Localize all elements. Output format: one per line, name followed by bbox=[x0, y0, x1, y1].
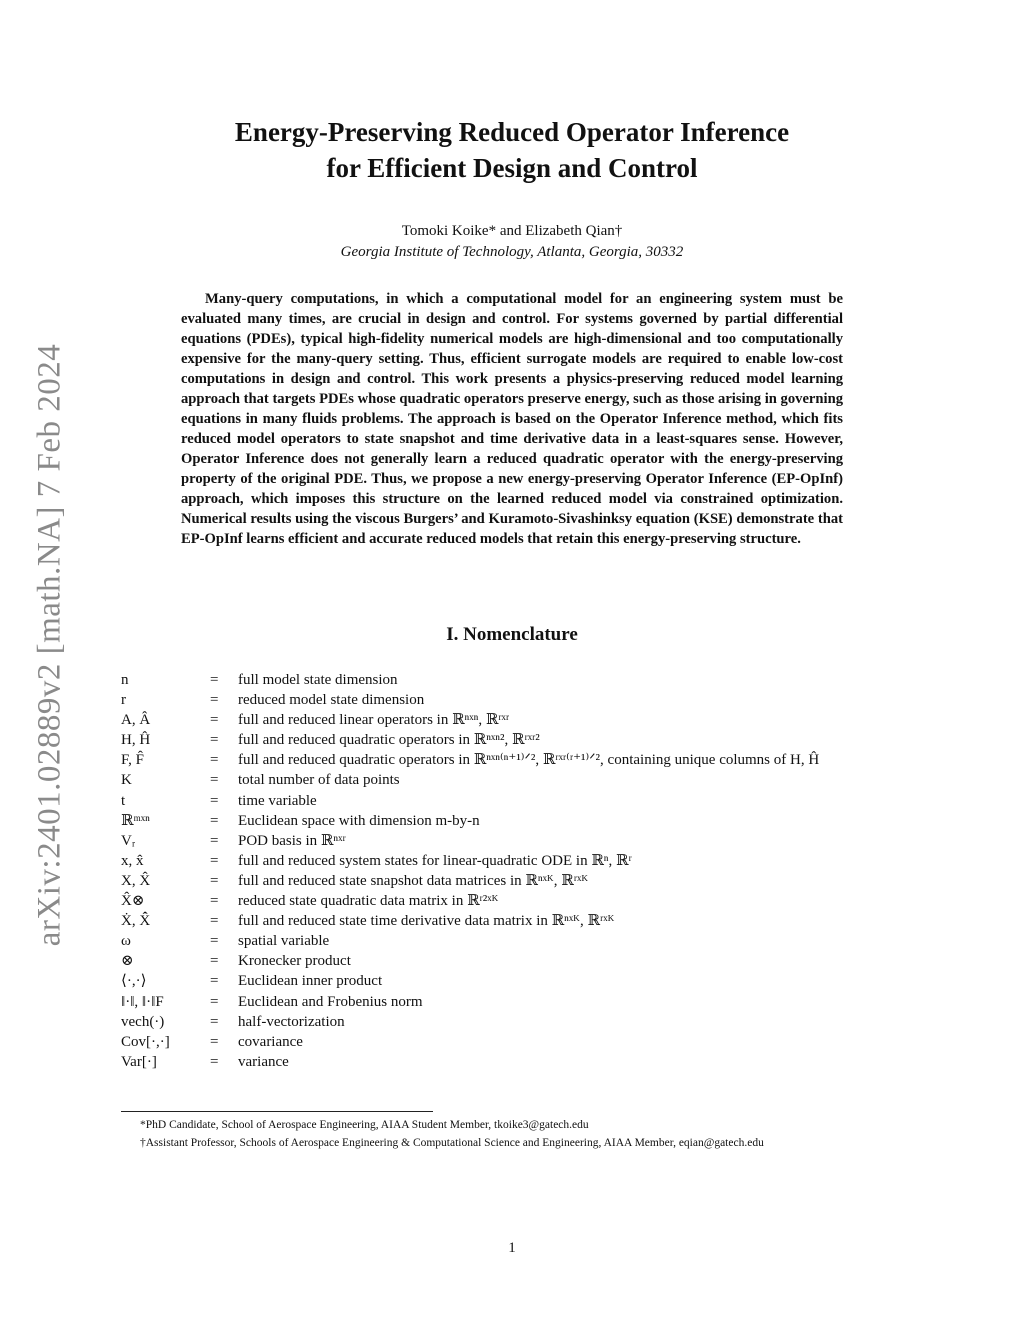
nomenclature-row bbox=[121, 770, 921, 790]
nomenclature-row bbox=[121, 710, 921, 730]
nomenclature-symbol: ⊗ bbox=[121, 953, 134, 970]
nomenclature-symbol: Cov[·,·] bbox=[121, 1033, 170, 1050]
nomenclature-symbol: vech(·) bbox=[121, 1013, 165, 1030]
nomenclature-description: POD basis in ℝⁿˣʳ bbox=[238, 832, 346, 849]
nomenclature-description: Euclidean space with dimension m-by-n bbox=[238, 812, 480, 829]
nomenclature-symbol: X̂⊗ bbox=[121, 893, 145, 910]
nomenclature-description: spatial variable bbox=[238, 933, 330, 950]
nomenclature-row bbox=[121, 911, 921, 931]
footnote-1: *PhD Candidate, School of Aerospace Engineering, AIAA Student Member, tkoike3@gatech.edu bbox=[140, 1119, 589, 1131]
footnote-divider bbox=[121, 1111, 433, 1112]
nomenclature-equals: = bbox=[210, 672, 219, 688]
nomenclature-description: reduced state quadratic data matrix in ℝʳ²ˣᴷ bbox=[238, 893, 499, 910]
nomenclature-symbol: t bbox=[121, 792, 126, 809]
nomenclature-equals: = bbox=[210, 973, 219, 990]
nomenclature-description: reduced model state dimension bbox=[238, 692, 425, 709]
nomenclature-row bbox=[121, 891, 921, 911]
nomenclature-description: Euclidean inner product bbox=[238, 973, 383, 990]
nomenclature-table bbox=[121, 670, 921, 1072]
nomenclature-row bbox=[121, 871, 921, 891]
nomenclature-symbol: A, Â bbox=[121, 712, 151, 729]
nomenclature-symbol: r bbox=[121, 692, 126, 709]
nomenclature-equals: = bbox=[210, 812, 219, 829]
nomenclature-symbol: ‖·‖, ‖·‖F bbox=[121, 993, 164, 1010]
footnotes bbox=[140, 1116, 920, 1152]
nomenclature-row bbox=[121, 931, 921, 951]
nomenclature-description: half-vectorization bbox=[238, 1013, 345, 1030]
nomenclature-equals: = bbox=[210, 792, 219, 809]
nomenclature-equals: = bbox=[210, 933, 219, 950]
nomenclature-equals: = bbox=[210, 1013, 219, 1030]
abstract: Many-query computations, in which a computational model for an engineering system must be evaluated many times, are crucial in design and control. For systems governed by partial differential equations (PDEs), typical high-fidelity numerical models are high-dimensional and too computationally expensive for the many-query setting. Thus, efficient surrogate models are required to enable low-cost computations in design and control. This work presents a physics-preserving reduced model learning approach that targets PDEs whose quadratic operators preserve energy, such as those arising in governing equations in many fluids problems. The approach is based on the Operator Inference method, which fits reduced model operators to state snapshot and time derivative data in a least-squares sense. However, Operator Inference does not generally learn a reduced quadratic operator with the energy-preserving property of the original PDE. Thus, we propose a new energy-preserving Operator Inference (EP-OpInf) approach, which imposes this structure on the learned reduced model via constrained optimization. Numerical results using the viscous Burgers’ and Kuramoto-Sivashinksy equation (KSE) demonstrate that EP-OpInf learns efficient and accurate reduced models that retain this energy-preserving structure. bbox=[181, 291, 843, 547]
nomenclature-equals: = bbox=[210, 692, 219, 709]
nomenclature-row bbox=[121, 1012, 921, 1032]
nomenclature-symbol: ω bbox=[121, 933, 131, 950]
nomenclature-description: full model state dimension bbox=[238, 672, 398, 688]
nomenclature-symbol: ⟨·,·⟩ bbox=[121, 973, 147, 990]
nomenclature-equals: = bbox=[210, 913, 219, 930]
nomenclature-description: Euclidean and Frobenius norm bbox=[238, 993, 423, 1010]
nomenclature-description: full and reduced quadratic operators in ℝⁿˣⁿ⁽ⁿ⁺¹⁾ᐟ², ℝʳˣʳ⁽ʳ⁺¹⁾ᐟ², containing unique columns of H, Ĥ bbox=[238, 752, 820, 769]
nomenclature-equals: = bbox=[210, 852, 219, 869]
nomenclature-description: time variable bbox=[238, 792, 317, 809]
nomenclature-symbol: H, Ĥ bbox=[121, 732, 151, 749]
nomenclature-equals: = bbox=[210, 712, 219, 729]
nomenclature-equals: = bbox=[210, 893, 219, 910]
paper-title-line-2: for Efficient Design and Control bbox=[326, 153, 698, 183]
nomenclature-row bbox=[121, 791, 921, 811]
nomenclature-symbol: K bbox=[121, 772, 132, 789]
nomenclature-description: total number of data points bbox=[238, 772, 400, 789]
nomenclature-row bbox=[121, 831, 921, 851]
nomenclature-symbol: F, F̂ bbox=[121, 752, 144, 769]
nomenclature-equals: = bbox=[210, 993, 219, 1010]
nomenclature-row bbox=[121, 971, 921, 991]
nomenclature-equals: = bbox=[210, 752, 219, 769]
nomenclature-description: variance bbox=[238, 1053, 289, 1070]
nomenclature-symbol: ℝᵐˣⁿ bbox=[121, 812, 150, 829]
nomenclature-row bbox=[121, 690, 921, 710]
nomenclature-row bbox=[121, 1032, 921, 1052]
nomenclature-description: full and reduced linear operators in ℝⁿˣⁿ, ℝʳˣʳ bbox=[238, 712, 510, 729]
nomenclature-row bbox=[121, 992, 921, 1012]
nomenclature-description: covariance bbox=[238, 1033, 303, 1050]
nomenclature-equals: = bbox=[210, 772, 219, 789]
nomenclature-equals: = bbox=[210, 732, 219, 749]
nomenclature-row bbox=[121, 811, 921, 831]
nomenclature-row bbox=[121, 750, 921, 770]
nomenclature-symbol: Vᵣ bbox=[121, 832, 136, 849]
nomenclature-row bbox=[121, 730, 921, 750]
nomenclature-equals: = bbox=[210, 1033, 219, 1050]
footnote-2: †Assistant Professor, Schools of Aerospace Engineering & Computational Science and Engineering, AIAA Member, eqian@gatech.edu bbox=[140, 1137, 764, 1149]
nomenclature-equals: = bbox=[210, 872, 219, 889]
section-heading-nomenclature: I. Nomenclature bbox=[446, 624, 578, 645]
nomenclature-row bbox=[121, 670, 921, 690]
nomenclature-equals: = bbox=[210, 1053, 219, 1070]
nomenclature-description: full and reduced quadratic operators in ℝⁿˣⁿ², ℝʳˣʳ² bbox=[238, 732, 540, 749]
nomenclature-row bbox=[121, 851, 921, 871]
nomenclature-equals: = bbox=[210, 832, 219, 849]
page-number: 1 bbox=[508, 1240, 516, 1256]
nomenclature-description: full and reduced system states for linear-quadratic ODE in ℝⁿ, ℝʳ bbox=[238, 852, 632, 869]
nomenclature-description: full and reduced state time derivative data matrix in ℝⁿˣᴷ, ℝʳˣᴷ bbox=[238, 913, 615, 930]
arxiv-identifier-text: arXiv:2401.02889v2 [math.NA] 7 Feb 2024 bbox=[31, 343, 68, 947]
nomenclature-equals: = bbox=[210, 953, 219, 970]
nomenclature-row bbox=[121, 1052, 921, 1072]
nomenclature-symbol: n bbox=[121, 672, 129, 688]
author-affiliation: Georgia Institute of Technology, Atlanta, Georgia, 30332 bbox=[340, 244, 684, 260]
nomenclature-row bbox=[121, 951, 921, 971]
nomenclature-symbol: X, X̂ bbox=[121, 872, 151, 889]
author-list: Tomoki Koike* and Elizabeth Qian† bbox=[401, 223, 623, 239]
nomenclature-symbol: Var[·] bbox=[121, 1053, 157, 1070]
nomenclature-description: Kronecker product bbox=[238, 953, 351, 970]
nomenclature-symbol: x, x̂ bbox=[121, 852, 144, 869]
nomenclature-description: full and reduced state snapshot data matrices in ℝⁿˣᴷ, ℝʳˣᴷ bbox=[238, 872, 589, 889]
paper-title-line-1: Energy-Preserving Reduced Operator Inference bbox=[234, 117, 790, 147]
nomenclature-symbol: Ẋ, X̂̇ bbox=[121, 913, 151, 930]
